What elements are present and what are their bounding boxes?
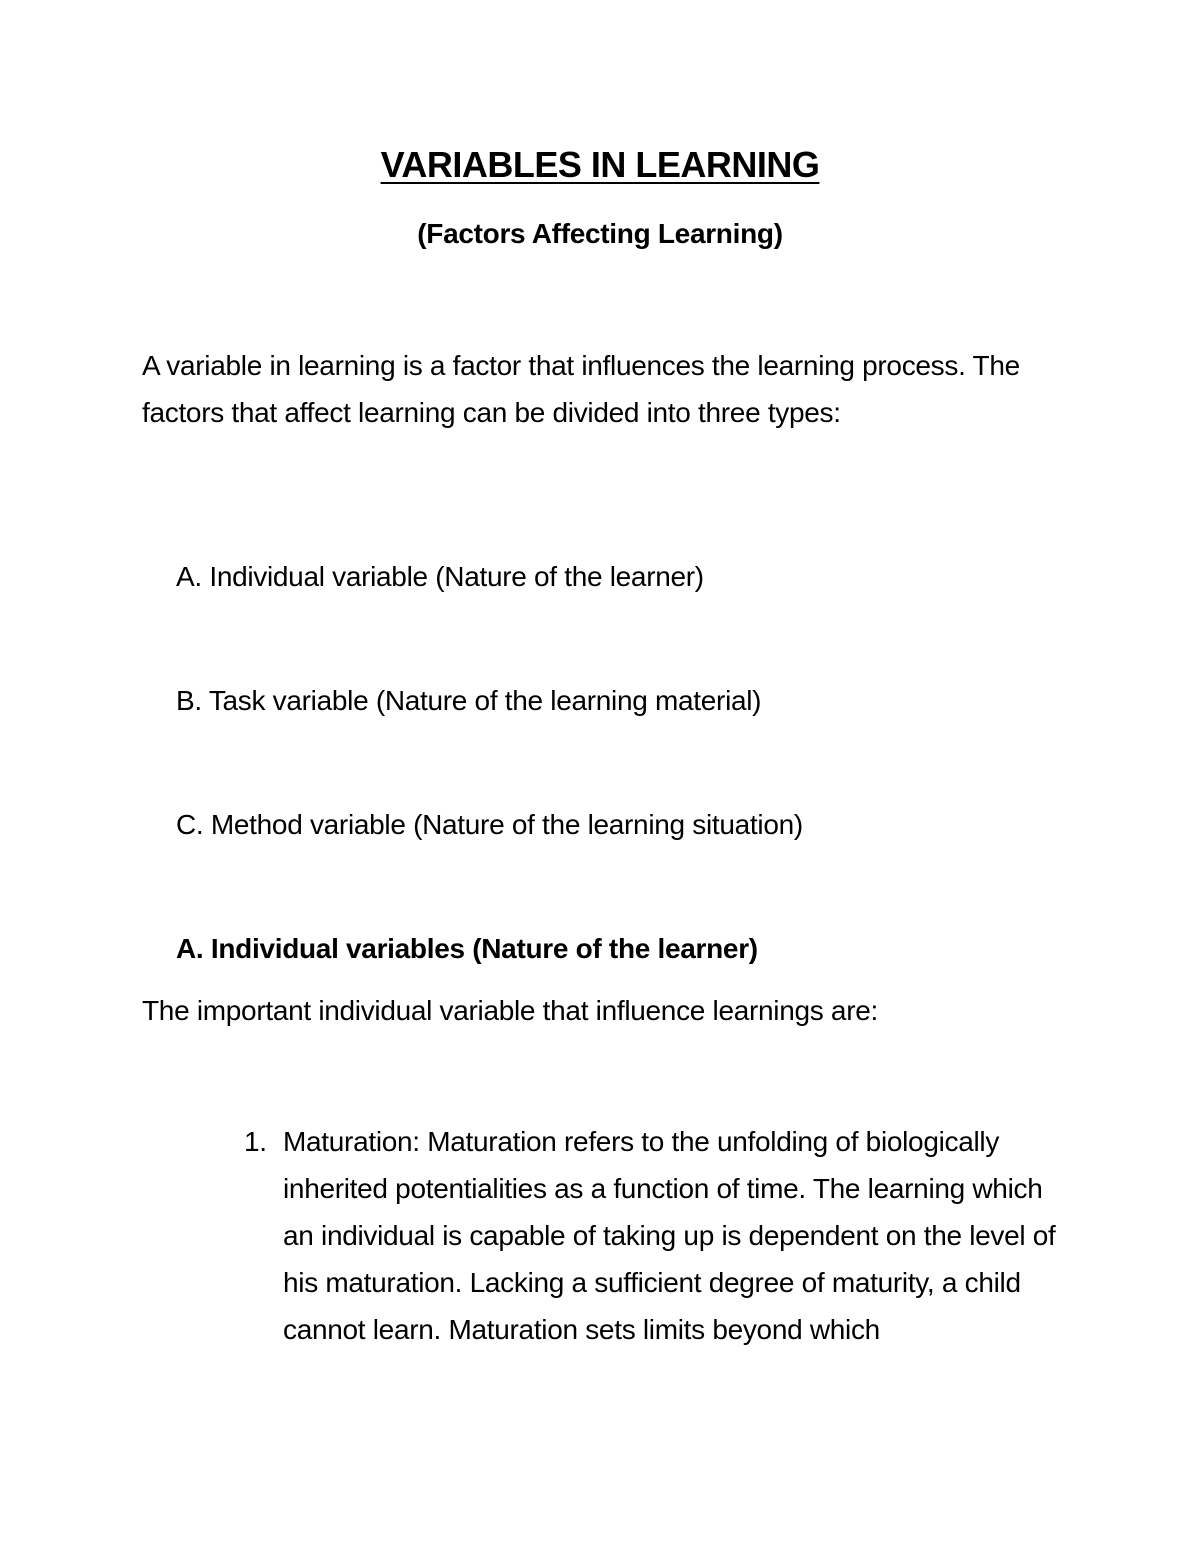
type-item-task: B. Task variable (Nature of the learning material) <box>176 685 762 716</box>
section-intro-paragraph: The important individual variable that influence learnings are: <box>142 995 878 1026</box>
type-item-method: C. Method variable (Nature of the learning situation) <box>176 809 803 840</box>
section-heading-individual: A. Individual variables (Nature of the learner) <box>176 933 758 964</box>
type-item-individual: A. Individual variable (Nature of the learner) <box>176 561 704 592</box>
list-item-number: 1. <box>244 1126 267 1157</box>
list-item-maturation <box>244 1118 1064 1353</box>
list-item-text: Maturation: Maturation refers to the unfolding of biologically inherited potentialities as a function of time. The learning which an individual is capable of taking up is dependent on the level of his maturation. Lacking a sufficient degree of maturity, a child cannot learn. Maturation sets limits beyond which <box>283 1126 1056 1345</box>
page-subtitle: (Factors Affecting Learning) <box>417 218 783 249</box>
intro-paragraph: A variable in learning is a factor that influences the learning process. The factors that affect learning can be divided into three types: <box>142 350 1020 428</box>
page-title: VARIABLES IN LEARNING <box>380 144 820 185</box>
